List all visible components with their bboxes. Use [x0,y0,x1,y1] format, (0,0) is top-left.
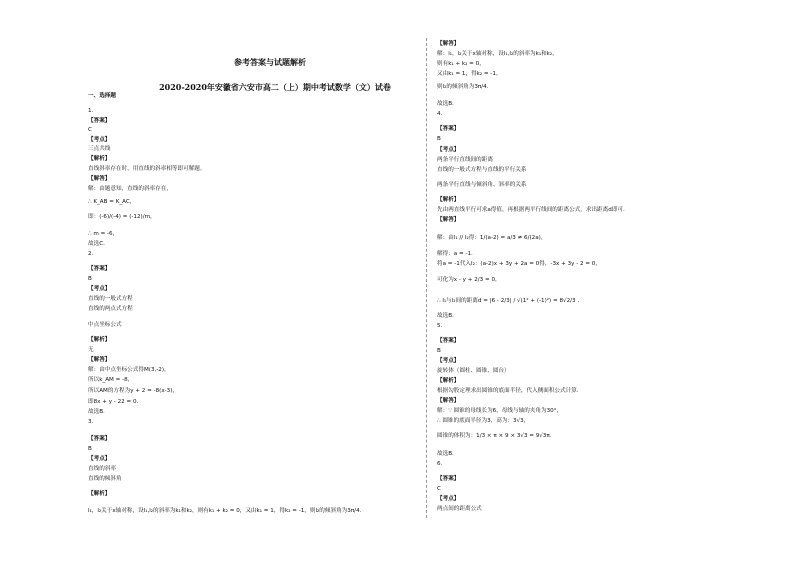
section-heading: 【答案】 [437,126,460,132]
text-line: 即8x + y - 22 = 0. [88,399,139,405]
section-heading: 【考点】 [88,456,111,462]
text-line: 故选B. [437,451,454,457]
text-line: B [88,446,92,452]
section-heading: 【解答】 [437,217,460,223]
text-line: B [437,136,441,142]
text-line: 解：l₁，l₂关于x轴对称，设l₁,l₂的斜率为k₁和k₂， [437,51,558,57]
text-line: 故选C. [88,241,105,247]
text-line: 又由k₁ = 1，得k₂ = -1， [437,71,502,77]
text-line: B [437,348,441,354]
section-heading: 【答案】 [88,118,111,124]
section-heading: 【答案】 [88,436,111,442]
text-line: 直线的一般式方程与直线的平行关系 [437,167,527,173]
section-heading: 【考点】 [88,137,111,143]
text-line: 先由两直线平行可求a得值，再根据两平行线间的距离公式，求出距离d即可. [437,207,625,213]
section-heading: 【考点】 [437,358,460,364]
text-line: 则有k₁ + k₂ = 0， [437,61,485,67]
section-heading: 【解答】 [88,176,111,182]
text-line: 5. [437,323,443,329]
section-heading: 【答案】 [437,476,460,482]
text-line: 则l₂的倾斜角为3π/4. [437,84,489,90]
text-line: 根据勾股定理求出圆锥的底面半径，代入侧面积公式计算. [437,388,579,394]
page-title: 参考答案与试题解析 [234,57,306,67]
exam-title: 2020-2020年安徽省六安市高二（上）期中考试数学（文）试卷 [159,82,391,92]
text-line: 所以k_AM = -8， [88,377,134,383]
text-line: 3. [88,419,94,425]
text-line: 两条平行直线与倾斜角、斜率的关系 [437,182,527,188]
text-line: 直线的一般式方程 [88,296,133,302]
text-line: 中点坐标公式 [88,322,122,328]
text-line: 旋转体（圆柱、圆锥、圆台） [437,368,510,374]
text-line: 将a = -1代入l₂：(a-2)x + 3y + 2a = 0得，-3x + 3y - 2 = 0， [437,261,601,267]
text-line: 2. [88,251,94,257]
text-line: 解：∵ 圆锥的母线长为6，母线与轴的夹角为30°， [437,408,563,414]
section-heading: 【解答】 [437,41,460,47]
text-line: l₁，l₂关于x轴对称，设l₁,l₂的斜率为k₁和k₂，则有k₁ + k₂ = 0，又由k₁ = 1，得k₂ = -1，则l₂的倾斜角为3π/4. [88,508,362,514]
text-line: 所以AM的方程为y + 2 = -8(x-3)， [88,388,178,394]
text-line: 解：由l₁ // l₂得：1/(a-2) = a/3 ≠ 6/(2a)， [437,235,547,241]
section-heading: 一、选择题 [88,93,116,99]
text-line: 圆锥的体积为：1/3 × π × 9 × 3√3 = 9√3π. [437,433,552,439]
text-line: 可化为x - y + 2/3 = 0， [437,277,501,283]
text-line: 直线的两点式方程 [88,306,133,312]
section-heading: 【解析】 [88,156,111,162]
text-line: 无 [88,347,94,353]
text-line: ∴ 圆锥的底面半径为3，高为：3√3， [437,418,530,424]
text-line: 故选B. [437,313,454,319]
text-line: 4. [437,111,443,117]
text-line: 故选B. [437,101,454,107]
section-heading: 【解析】 [437,197,460,203]
text-line: 直线的倾斜角 [88,476,122,482]
text-line: C [88,127,92,133]
text-line: 解：由题意知，直线的斜率存在， [88,186,172,192]
text-line: ∴ l₁与l₂间的距离d = |6 - 2/3| / √(1² + (-1)²) = 8√2/3 . [437,298,580,304]
text-line: 直线斜率存在时，用直线的斜率相等即可解题。 [88,166,206,172]
text-line: 即：(-6)/(-4) = (-12)/m， [88,214,156,220]
section-heading: 【考点】 [437,147,460,153]
section-heading: 【答案】 [88,266,111,272]
text-line: 两点间的距离公式 [437,506,482,512]
text-line: 两条平行直线间的距离 [437,157,493,163]
section-heading: 【答案】 [437,338,460,344]
text-line: 直线的斜率 [88,466,116,472]
section-heading: 【解答】 [437,398,460,404]
section-heading: 【考点】 [88,286,111,292]
text-line: 故选B. [88,409,105,415]
section-heading: 【解答】 [88,357,111,363]
text-line: 6. [437,461,443,467]
text-line: C [437,486,441,492]
section-heading: 【解析】 [437,378,460,384]
text-line: ∴ m = -6， [88,231,119,237]
text-line: 1. [88,108,94,114]
section-heading: 【解析】 [88,337,111,343]
text-line: B [88,276,92,282]
column-divider [426,38,427,518]
text-line: 解得：a = -1. [437,251,473,257]
text-line: 解：由中点坐标公式得M(3,-2)， [88,367,170,373]
text-line: ∴ K_AB = K_AC， [88,199,136,205]
section-heading: 【考点】 [437,496,460,502]
section-heading: 【解析】 [88,491,111,497]
text-line: 三点共线 [88,146,111,152]
